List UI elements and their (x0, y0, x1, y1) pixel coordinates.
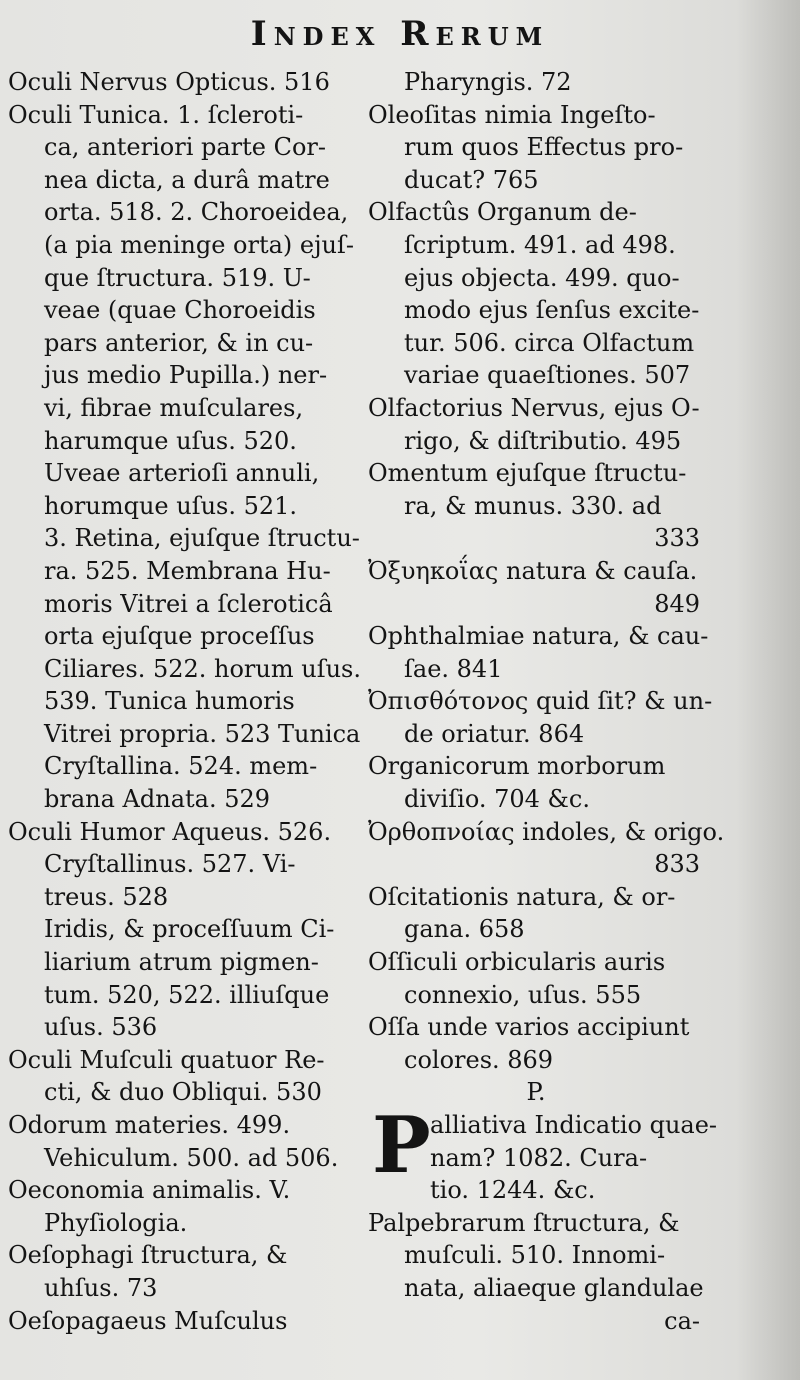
index-line: Oſcitationis natura, & or- (368, 882, 676, 911)
index-line: Organicorum morborum (368, 752, 666, 781)
index-line: tio. 1244. &c. (430, 1176, 596, 1205)
index-line: rigo, & diſtributio. 495 (404, 426, 682, 455)
index-line: nea dicta, a durâ matre (44, 165, 330, 194)
index-line: ra. 525. Membrana Hu- (44, 556, 331, 585)
index-line: ejus objecta. 499. quo- (404, 263, 680, 292)
index-line: ca, anteriori parte Cor- (44, 133, 327, 162)
index-line: tur. 506. circa Olfactum (404, 328, 695, 357)
index-line: Cryſtallinus. 527. Vi- (44, 850, 296, 879)
index-line: Vehiculum. 500. ad 506. (44, 1143, 339, 1172)
index-line: diviſio. 704 &c. (404, 785, 590, 814)
index-line: 833 (654, 850, 700, 879)
index-line: Omentum ejuſque ſtructu- (368, 459, 687, 488)
index-line: Olfactûs Organum de- (368, 198, 637, 227)
index-line: cti, & duo Obliqui. 530 (44, 1078, 322, 1107)
index-line: 333 (654, 524, 700, 553)
index-line: Oeſopagaeus Muſculus (8, 1306, 288, 1335)
index-line: ra, & munus. 330. ad (404, 491, 662, 520)
index-line: Olfactorius Nervus, ejus O- (368, 393, 700, 422)
index-line: uhſus. 73 (44, 1273, 158, 1302)
index-line: orta. 518. 2. Choroeidea, (44, 198, 349, 227)
index-line: que ſtructura. 519. U- (44, 263, 311, 292)
index-line: 849 (654, 589, 700, 618)
index-line: uſus. 536 (44, 1013, 158, 1042)
index-line: Iridis, & proceſſuum Ci- (44, 915, 335, 944)
index-line: Oeſophagi ſtructura, & (8, 1241, 288, 1270)
index-line: Ciliares. 522. horum uſus. (44, 654, 361, 683)
index-line: nam? 1082. Cura- (430, 1143, 648, 1172)
index-line: Phyſiologia. (44, 1208, 188, 1237)
index-line: orta ejuſque proceſſus (44, 622, 315, 651)
index-line: Odorum materies. 499. (8, 1111, 291, 1139)
index-line: treus. 528 (44, 882, 169, 911)
index-line: Cryſtallina. 524. mem- (44, 752, 318, 781)
left-column (8, 66, 361, 1337)
index-line: Ὀξυηκοΐας natura & cauſa. (368, 556, 698, 585)
index-line: gana. 658 (404, 915, 525, 944)
index-line: rum quos Effectus pro- (404, 133, 684, 162)
index-line: 3. Retina, ejuſque ſtructu- (44, 524, 360, 553)
index-line: Ophthalmiae natura, & cau- (368, 622, 709, 651)
index-line: Oculi Tunica. 1. ſcleroti- (8, 100, 304, 129)
index-line: ſae. 841 (404, 654, 503, 683)
catchword: ca- (664, 1306, 700, 1335)
index-line: Palpebrarum ſtructura, & (368, 1208, 680, 1237)
index-line: liarium atrum pigmen- (44, 948, 319, 977)
index-line: colores. 869 (404, 1045, 554, 1074)
right-column (368, 66, 725, 1337)
index-line: Oculi Humor Aqueus. 526. (8, 817, 332, 846)
index-line: horumque uſus. 521. (44, 491, 298, 520)
section-letter: P. (526, 1078, 546, 1107)
index-line: Oſſiculi orbicularis auris (368, 948, 666, 977)
index-line: moris Vitrei a ſcleroticâ (44, 589, 333, 618)
index-line: de oriatur. 864 (404, 719, 585, 748)
index-line: Pharyngis. 72 (404, 68, 572, 96)
index-line: Vitrei propria. 523 Tunica (44, 719, 361, 748)
index-line: connexio, uſus. 555 (404, 980, 642, 1009)
index-line: vi, fibrae muſculares, (44, 393, 304, 422)
drop-cap: P (372, 1100, 431, 1191)
index-line: Oculi Nervus Opticus. 516 (8, 68, 330, 96)
index-line: Uveae arterioſi annuli, (44, 459, 320, 488)
index-line: brana Adnata. 529 (44, 785, 271, 814)
index-line: Oculi Muſculi quatuor Re- (8, 1045, 325, 1074)
index-line: tum. 520, 522. illiuſque (44, 980, 330, 1009)
index-line: Oleoſitas nimia Ingeſto- (368, 100, 656, 129)
index-line: Oeconomia animalis. V. (8, 1176, 291, 1205)
index-line: (a pia meninge orta) ejuſ- (44, 230, 354, 259)
index-line: 539. Tunica humoris (44, 687, 295, 716)
index-line: modo ejus ſenſus excite- (404, 296, 700, 325)
index-line: pars anterior, & in cu- (44, 328, 314, 357)
index-line: Ὀπισθότονος quid ſit? & un- (368, 687, 713, 716)
index-line: veae (quae Choroeidis (44, 296, 316, 325)
index-line: Oſſa unde varios accipiunt (368, 1013, 690, 1042)
index-line: ducat? 765 (404, 165, 539, 194)
index-line: jus medio Pupilla.) ner- (44, 361, 328, 390)
index-line: ſcriptum. 491. ad 498. (404, 230, 676, 259)
running-header: Index Rerum (250, 14, 550, 54)
index-line: variae quaeſtiones. 507 (404, 361, 691, 390)
index-line: harumque uſus. 520. (44, 426, 297, 455)
index-line: muſculi. 510. Innomi- (404, 1241, 666, 1270)
index-line-text: alliativa Indicatio quae- (430, 1111, 718, 1139)
index-line: nata, aliaeque glandulae (404, 1273, 704, 1302)
index-line: Ὀρθοπνοίας indoles, & origo. (368, 817, 725, 846)
